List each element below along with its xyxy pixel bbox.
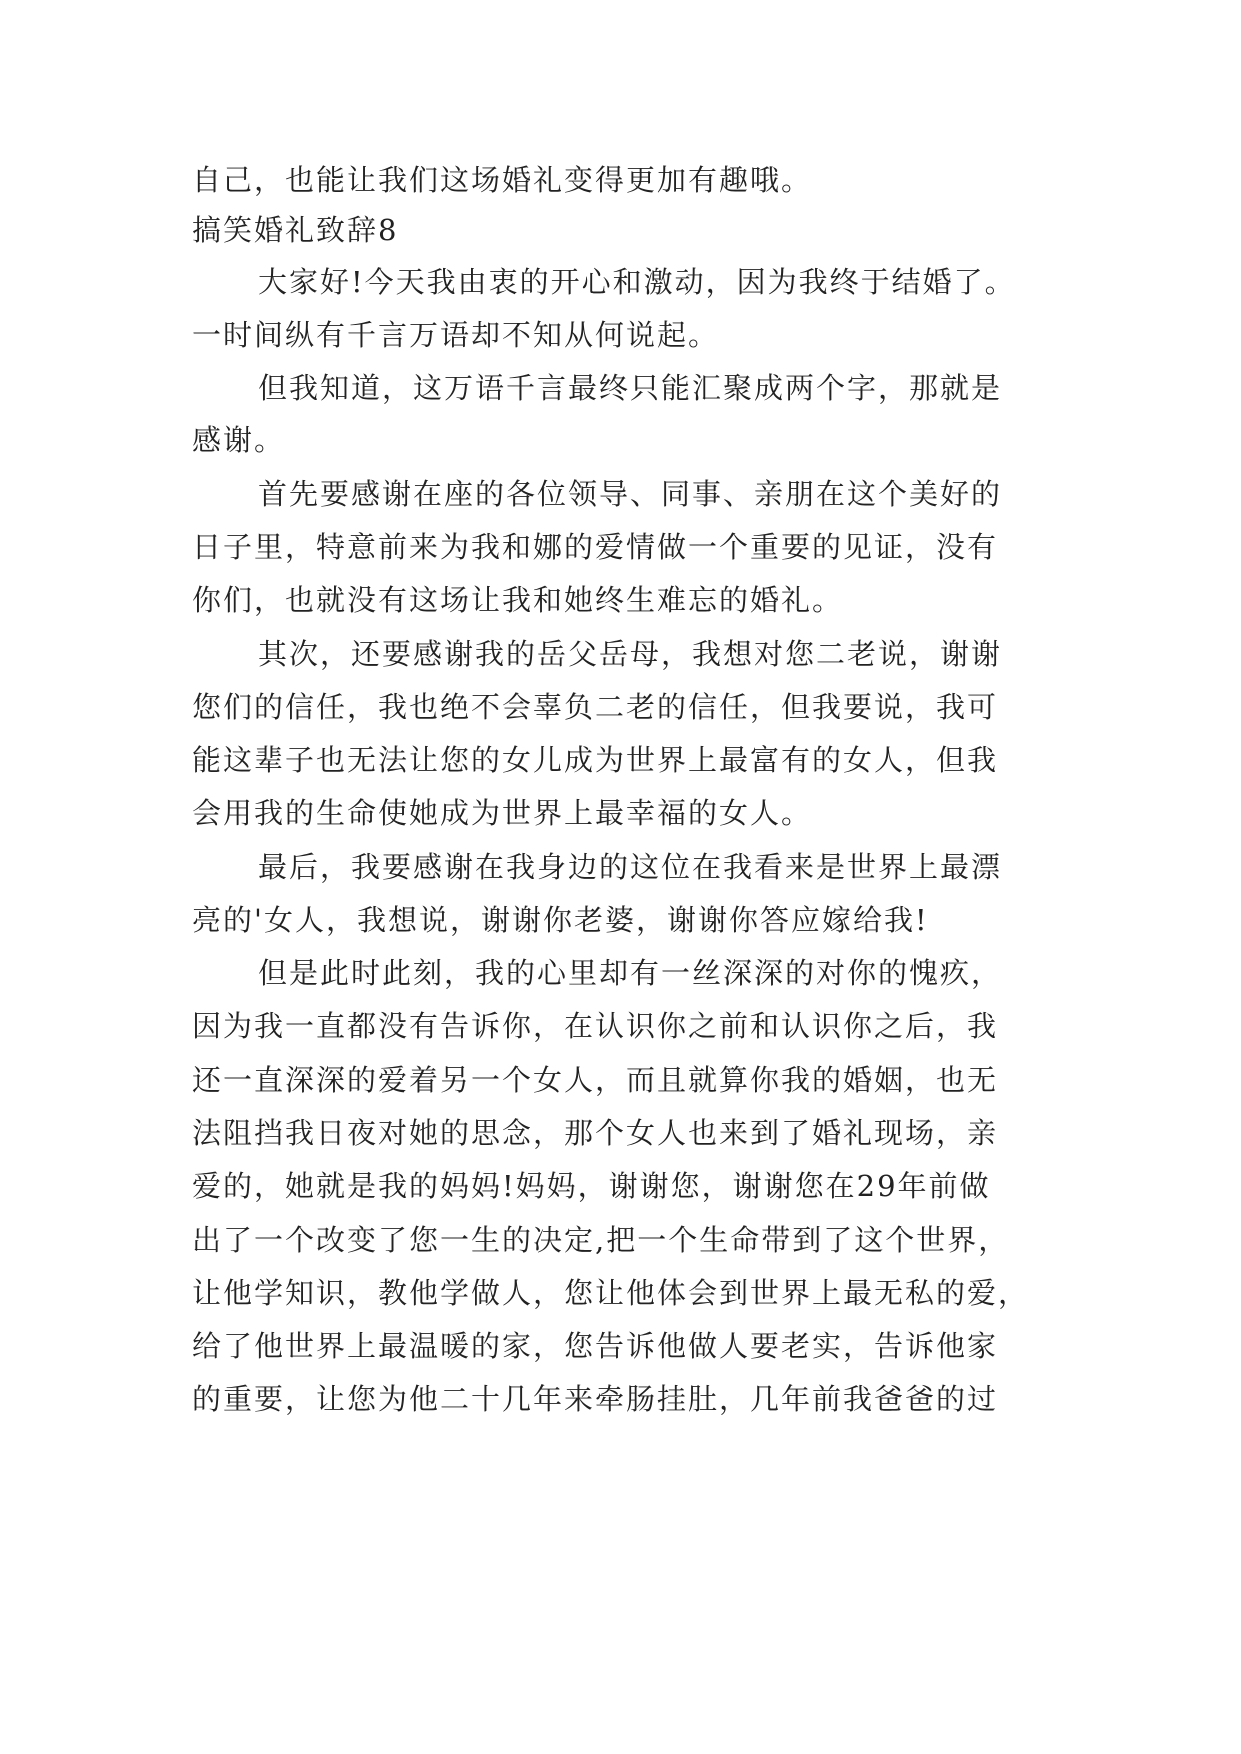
text-line: 让他学知识，教他学做人，您让他体会到世界上最无私的爱， xyxy=(192,1276,1030,1310)
text-line: 爱的，她就是我的妈妈!妈妈，谢谢您，谢谢您在29年前做 xyxy=(192,1169,991,1203)
paragraph-start: 大家好!今天我由衷的开心和激动，因为我终于结婚了。 xyxy=(258,265,1016,299)
paragraph-start: 但是此时此刻，我的心里却有一丝深深的对你的愧疚， xyxy=(258,956,1003,990)
paragraph-start: 最后，我要感谢在我身边的这位在我看来是世界上最漂 xyxy=(258,850,1003,884)
text-line: 会用我的生命使她成为世界上最幸福的女人。 xyxy=(192,796,813,830)
text-line: 日子里，特意前来为我和娜的爱情做一个重要的见证，没有 xyxy=(192,530,999,564)
paragraph-start: 其次，还要感谢我的岳父岳母，我想对您二老说，谢谢 xyxy=(258,637,1003,671)
text-line: 因为我一直都没有告诉你，在认识你之前和认识你之后，我 xyxy=(192,1009,999,1043)
text-line: 一时间纵有千言万语却不知从何说起。 xyxy=(192,318,720,352)
text-line: 感谢。 xyxy=(192,423,286,457)
paragraph-start: 首先要感谢在座的各位领导、同事、亲朋在这个美好的 xyxy=(258,477,1003,511)
text-line: 还一直深深的爱着另一个女人，而且就算你我的婚姻，也无 xyxy=(192,1063,999,1097)
text-line: 能这辈子也无法让您的女儿成为世界上最富有的女人，但我 xyxy=(192,743,999,777)
text-line: 您们的信任，我也绝不会辜负二老的信任，但我要说，我可 xyxy=(192,690,999,724)
text-line: 亮的'女人，我想说，谢谢你老婆，谢谢你答应嫁给我! xyxy=(192,903,929,937)
text-line: 给了他世界上最温暖的家，您告诉他做人要老实，告诉他家 xyxy=(192,1329,999,1363)
text-line: 自己，也能让我们这场婚礼变得更加有趣哦。 xyxy=(192,163,813,197)
section-heading: 搞笑婚礼致辞8 xyxy=(192,213,399,247)
text-line: 的重要，让您为他二十几年来牵肠挂肚，几年前我爸爸的过 xyxy=(192,1382,999,1416)
text-line: 你们，也就没有这场让我和她终生难忘的婚礼。 xyxy=(192,583,844,617)
text-line: 法阻挡我日夜对她的思念，那个女人也来到了婚礼现场，亲 xyxy=(192,1116,999,1150)
paragraph-start: 但我知道，这万语千言最终只能汇聚成两个字，那就是 xyxy=(258,371,1003,405)
text-line: 出了一个改变了您一生的决定,把一个生命带到了这个世界， xyxy=(192,1223,1010,1257)
